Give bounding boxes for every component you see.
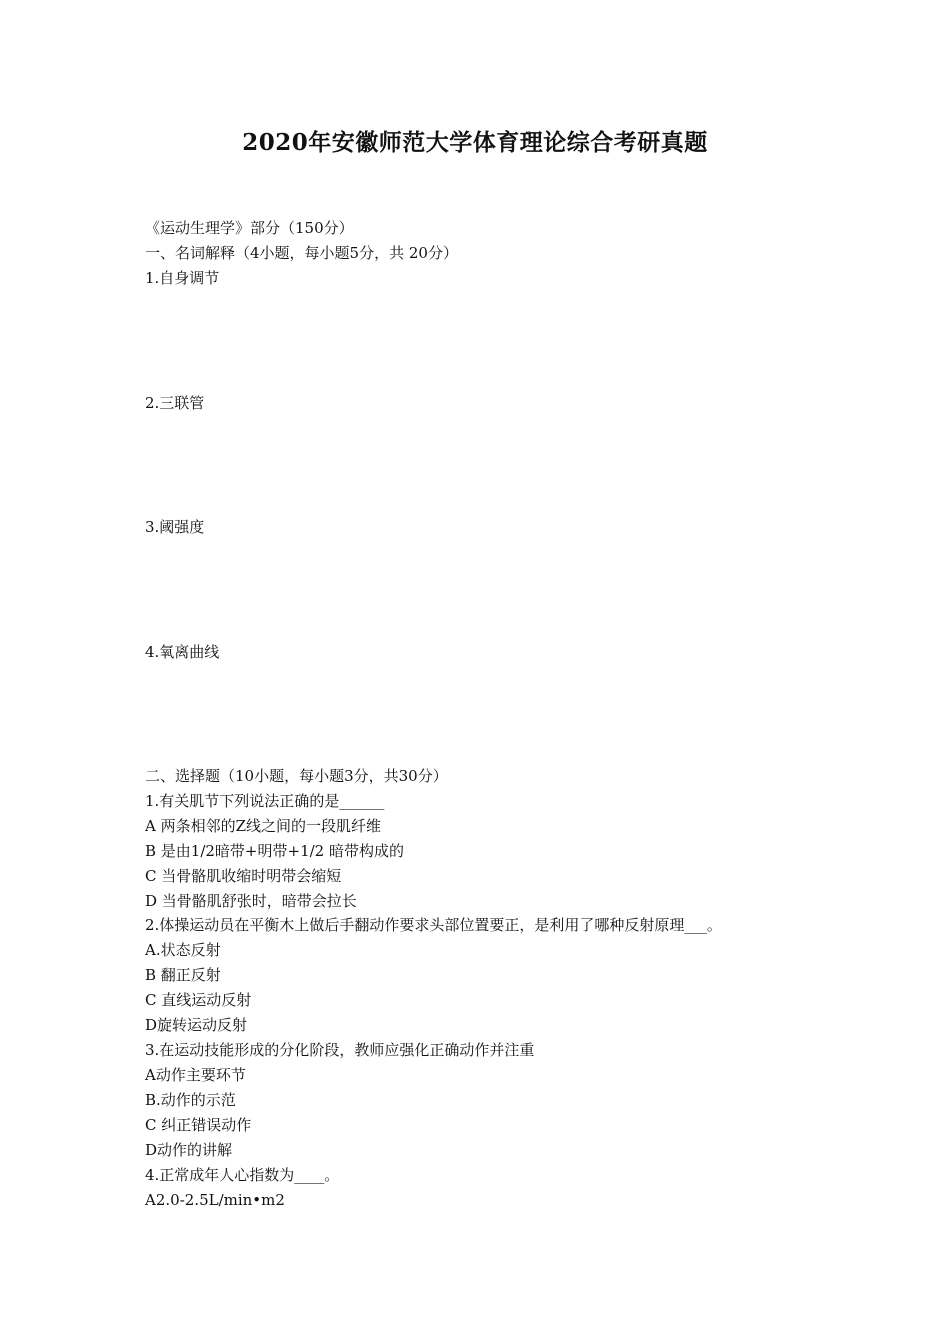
question-1-option-d: D 当骨骼肌舒张时，暗带会拉长	[145, 892, 357, 910]
term-item-2: 2.三联管	[145, 394, 205, 412]
question-2-option-a: A.状态反射	[145, 941, 221, 959]
question-1-stem: 1.有关肌节下列说法正确的是______	[145, 792, 385, 810]
question-2-option-c: C 直线运动反射	[145, 991, 252, 1009]
question-1-option-a: A 两条相邻的Z线之间的一段肌纤维	[145, 817, 382, 835]
section2-heading: 二、选择题（10小题，每小题3分，共30分）	[145, 767, 448, 785]
question-3-option-a: A动作主要环节	[145, 1066, 246, 1084]
question-2-option-b: B 翻正反射	[145, 966, 221, 984]
question-4-stem: 4.正常成年人心指数为____。	[145, 1166, 340, 1184]
question-3-option-d: D动作的讲解	[145, 1141, 233, 1159]
question-4-option-a: A2.0-2.5L/min•m2	[145, 1191, 285, 1209]
part-heading: 《运动生理学》部分（150分）	[145, 219, 354, 237]
question-3-option-c: C 纠正错误动作	[145, 1116, 252, 1134]
question-1-option-b: B 是由1/2暗带+明带+1/2 暗带构成的	[145, 842, 404, 860]
question-1-option-c: C 当骨骼肌收缩时明带会缩短	[145, 867, 342, 885]
term-item-1: 1.自身调节	[145, 269, 220, 287]
question-2-option-d: D旋转运动反射	[145, 1016, 248, 1034]
question-3-stem: 3.在运动技能形成的分化阶段，教师应强化正确动作并注重	[145, 1041, 535, 1059]
question-2-stem: 2.体操运动员在平衡木上做后手翻动作要求头部位置要正，是利用了哪种反射原理___。	[145, 916, 722, 934]
document-title: 2020年安徽师范大学体育理论综合考研真题	[242, 129, 708, 156]
term-item-3: 3.阈强度	[145, 518, 205, 536]
question-3-option-b: B.动作的示范	[145, 1091, 236, 1109]
section1-heading: 一、名词解释（4小题，每小题5分，共 20分）	[145, 244, 458, 262]
term-item-4: 4.氧离曲线	[145, 643, 220, 661]
